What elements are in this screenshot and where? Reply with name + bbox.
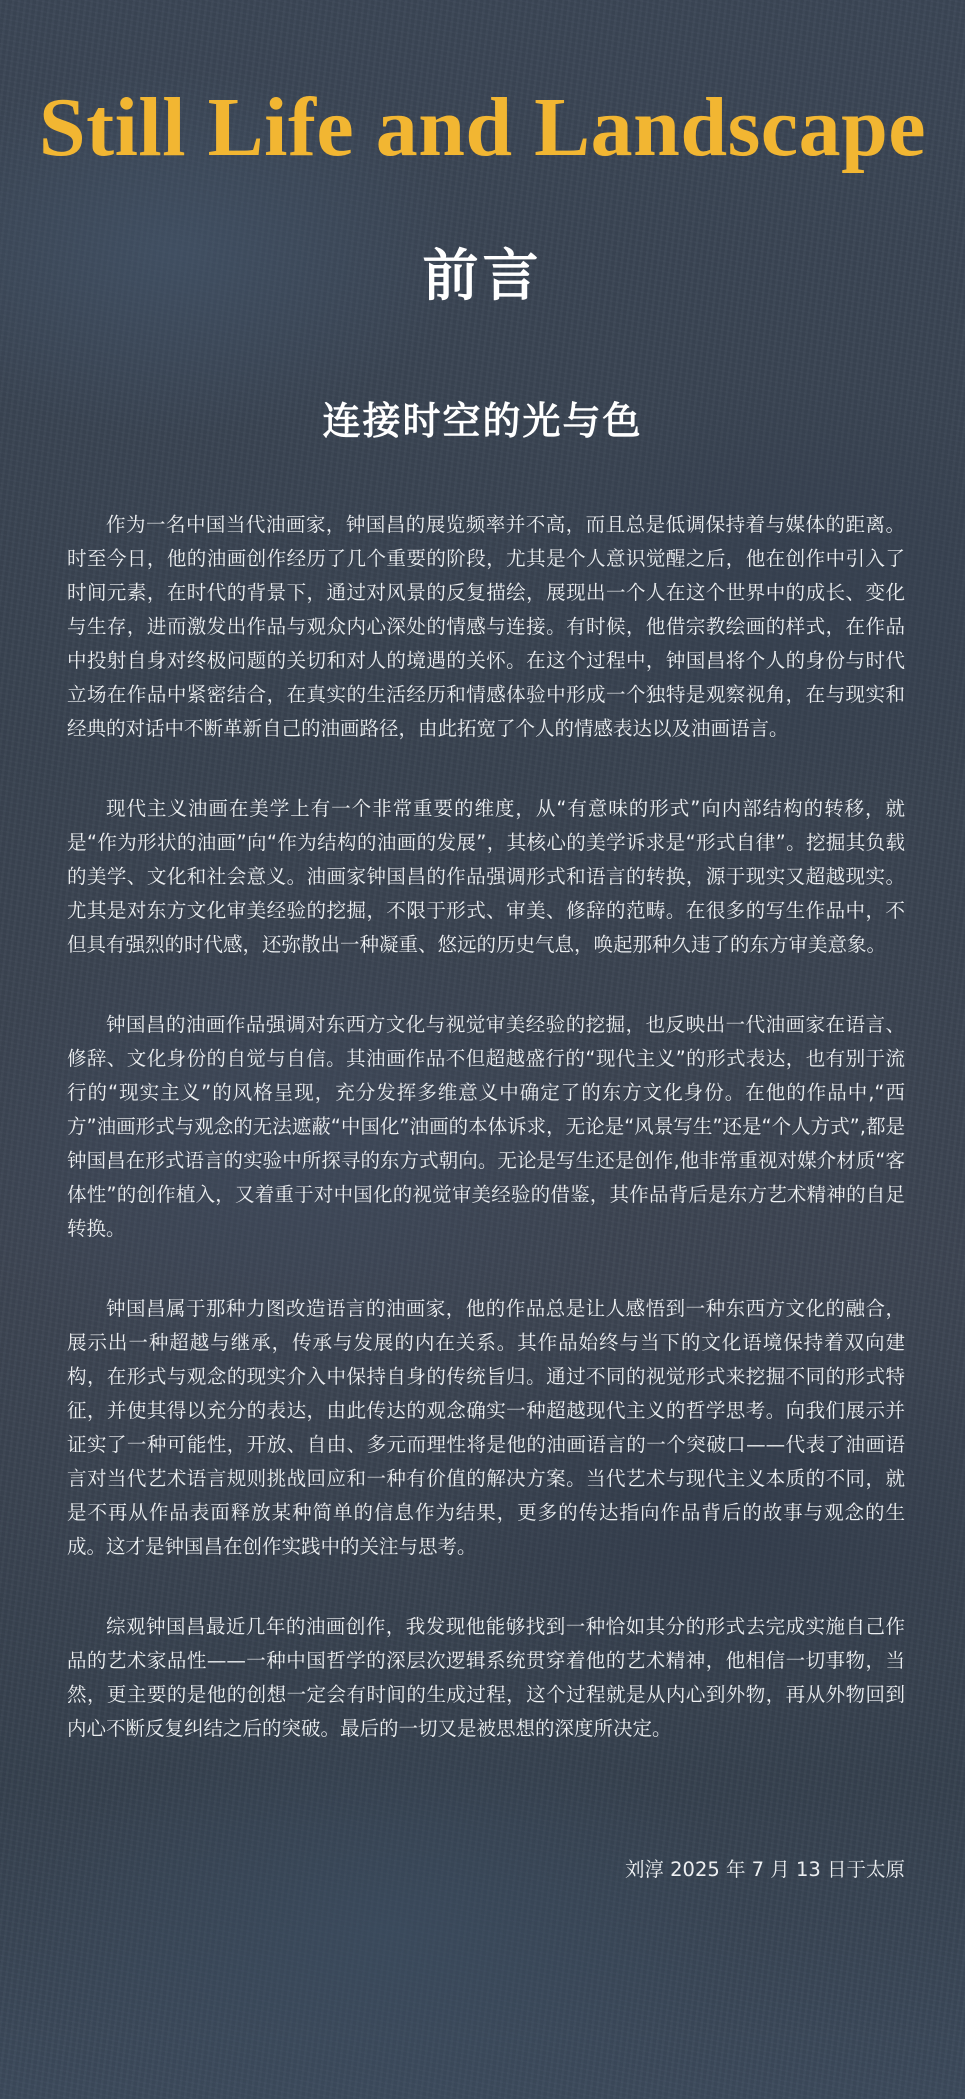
paragraph-3: 钟国昌的油画作品强调对东西方文化与视觉审美经验的挖掘，也反映出一代油画家在语言、修辞、文化身份的自觉与自信。其油画作品不但超越盛行的“现代主义”的形式表达，也有别于流行的“现实主义”的风格呈现，充分发挥多维意义中确定了的东方文化身份。在他的作品中,“西方”油画形式与观念的无法遮蔽“中国化”油画的本体诉求，无论是“风景写生”还是“个人方式”,都是钟国昌在形式语言的实验中所探寻的东方式朝向。无论是写生还是创作,他非常重视对媒介材质“客体性”的创作植入，又着重于对中国化的视觉审美经验的借鉴，其作品背后是东方艺术精神的自足转换。 [67,1013,905,1240]
exhibition-title: Still Life and Landscape [38,81,927,175]
author-signature: 刘淳 2025 年 7 月 13 日于太原 [624,1858,905,1881]
preface-heading: 前言 [422,244,543,310]
preface-body [67,508,905,1792]
paragraph-2: 现代主义油画在美学上有一个非常重要的维度，从“有意味的形式”向内部结构的转移，就是“作为形状的油画”向“作为结构的油画的发展”，其核心的美学诉求是“形式自律”。挖掘其负载的美学、文化和社会意义。油画家钟国昌的作品强调形式和语言的转换，源于现实又超越现实。尤其是对东方文化审美经验的挖掘，不限于形式、审美、修辞的范畴。在很多的写生作品中，不但具有强烈的时代感，还弥散出一种凝重、悠远的历史气息，唤起那种久违了的东方审美意象。 [67,797,905,956]
paragraph-4: 钟国昌属于那种力图改造语言的油画家，他的作品总是让人感悟到一种东西方文化的融合，展示出一种超越与继承，传承与发展的内在关系。其作品始终与当下的文化语境保持着双向建构，在形式与观念的现实介入中保持自身的传统旨归。通过不同的视觉形式来挖掘不同的形式特征，并使其得以充分的表达，由此传达的观念确实一种超越现代主义的哲学思考。向我们展示并证实了一种可能性，开放、自由、多元而理性将是他的油画语言的一个突破口——代表了油画语言对当代艺术语言规则挑战回应和一种有价值的解决方案。当代艺术与现代主义本质的不同，就是不再从作品表面释放某种简单的信息作为结果，更多的传达指向作品背后的故事与观念的生成。这才是钟国昌在创作实践中的关注与思考。 [67,1297,905,1558]
paragraph-1: 作为一名中国当代油画家，钟国昌的展览频率并不高，而且总是低调保持着与媒体的距离。时至今日，他的油画创作经历了几个重要的阶段，尤其是个人意识觉醒之后，他在创作中引入了时间元素，在时代的背景下，通过对风景的反复描绘，展现出一个人在这个世界中的成长、变化与生存，进而激发出作品与观众内心深处的情感与连接。有时候，他借宗教绘画的样式，在作品中投射自身对终极问题的关切和对人的境遇的关怀。在这个过程中，钟国昌将个人的身份与时代立场在作品中紧密结合，在真实的生活经历和情感体验中形成一个独特是观察视角，在与现实和经典的对话中不断革新自己的油画路径，由此拓宽了个人的情感表达以及油画语言。 [67,513,905,740]
preface-subtitle: 连接时空的光与色 [322,399,643,443]
paragraph-5: 综观钟国昌最近几年的油画创作，我发现他能够找到一种恰如其分的形式去完成实施自己作品的艺术家品性——一种中国哲学的深层次逻辑系统贯穿着他的艺术精神，他相信一切事物，当然，更主要的是他的创想一定会有时间的生成过程，这个过程就是从内心到外物，再从外物回到内心不断反复纠结之后的突破。最后的一切又是被思想的深度所决定。 [67,1615,905,1740]
